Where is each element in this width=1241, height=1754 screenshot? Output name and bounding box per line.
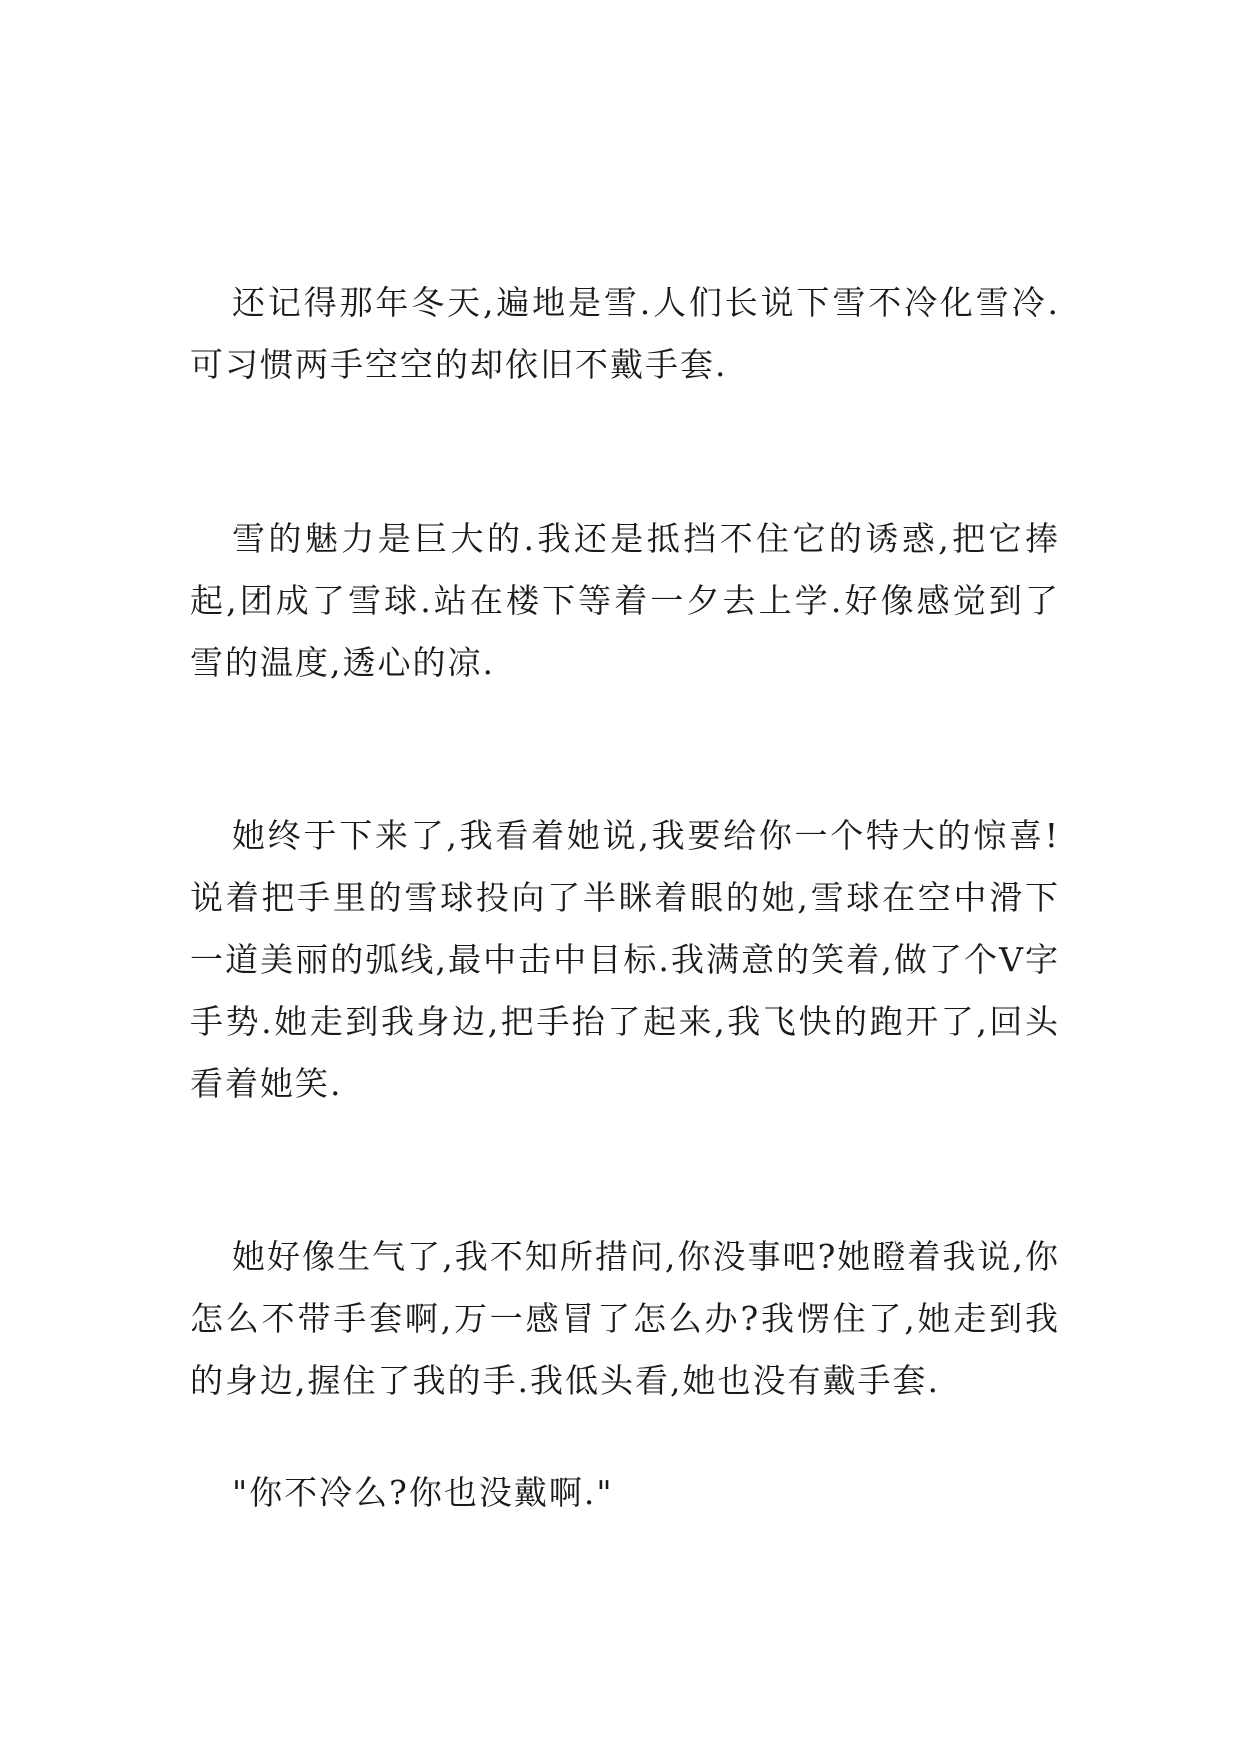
paragraph-1: 还记得那年冬天,遍地是雪.人们长说下雪不冷化雪冷.可习惯两手空空的却依旧不戴手套. <box>190 283 1060 384</box>
paragraph-5: "你不冷么?你也没戴啊." <box>232 1473 614 1512</box>
paragraph-2: 雪的魅力是巨大的.我还是抵挡不住它的诱惑,把它捧起,团成了雪球.站在楼下等着一夕去上学.好像感觉到了雪的温度,透心的凉. <box>190 519 1060 682</box>
paragraph-3: 她终于下来了,我看着她说,我要给你一个特大的惊喜!说着把手里的雪球投向了半眯着眼的她,雪球在空中滑下一道美丽的弧线,最中击中目标.我满意的笑着,做了个V字手势.她走到我身边,把手抬了起来,我飞快的跑开了,回头看着她笑. <box>190 816 1060 1103</box>
paragraph-4: 她好像生气了,我不知所措问,你没事吧?她瞪着我说,你怎么不带手套啊,万一感冒了怎么办?我愣住了,她走到我的身边,握住了我的手.我低头看,她也没有戴手套. <box>190 1237 1060 1400</box>
